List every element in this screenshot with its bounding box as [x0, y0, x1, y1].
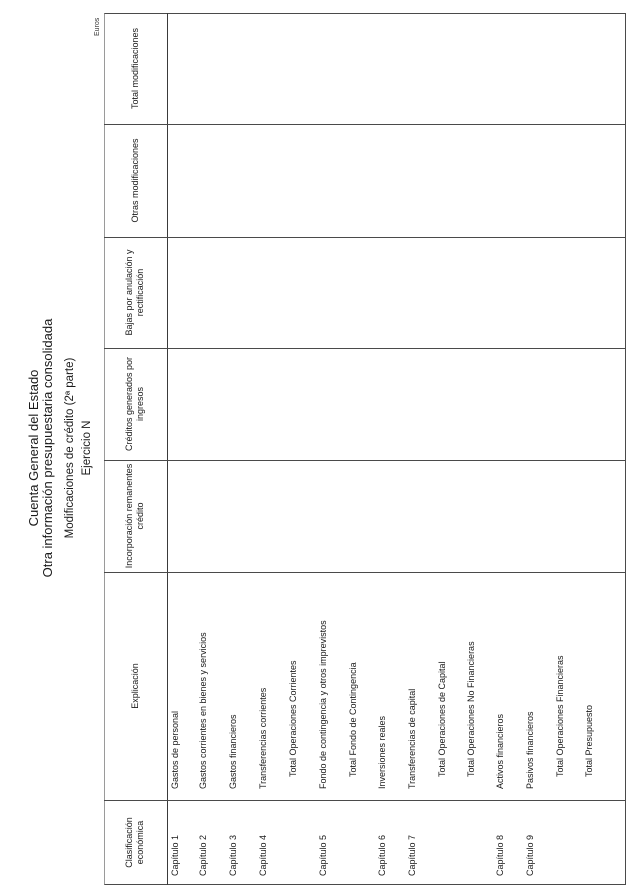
units-label: Euros	[94, 17, 101, 36]
header-divider	[167, 13, 168, 885]
row-total-label: Total Operaciones No Financieras	[466, 641, 476, 777]
row-clasificacion: Capítulo 7	[407, 834, 417, 876]
row-explicacion: Inversiones reales	[377, 715, 387, 789]
row-clasificacion: Capítulo 9	[525, 834, 535, 876]
header-explicacion: Explicación	[130, 663, 140, 709]
row-clasificacion: Capítulo 4	[258, 834, 268, 876]
row-total-label: Total Operaciones Corrientes	[288, 660, 298, 777]
report-period: Ejercicio N	[81, 420, 93, 476]
column-divider	[104, 348, 626, 349]
row-explicacion: Fondo de contingencia y otros imprevistos	[318, 620, 328, 789]
report-section: Modificaciones de crédito (2ª parte)	[64, 357, 76, 539]
row-explicacion: Transferencias de capital	[407, 688, 417, 789]
row-clasificacion: Capítulo 5	[318, 834, 328, 876]
row-total-label: Total Presupuesto	[584, 704, 594, 777]
column-divider	[104, 800, 626, 801]
column-divider	[104, 237, 626, 238]
header-incorporacion: Incorporación remanentes crédito	[124, 463, 145, 569]
row-explicacion: Transferencias corrientes	[258, 687, 268, 789]
row-explicacion: Gastos corrientes en bienes y servicios	[198, 632, 208, 789]
row-explicacion: Gastos financieros	[228, 714, 238, 789]
report-subtitle: Otra información presupuestaria consolidada	[40, 318, 55, 578]
header-clasificacion: Clasificación económica	[124, 817, 145, 868]
row-explicacion: Activos financieros	[495, 713, 505, 789]
report-title: Cuenta General del Estado	[26, 369, 41, 527]
header-creditos-generados: Créditos generados por ingresos	[124, 356, 145, 452]
column-divider	[104, 572, 626, 573]
row-total-label: Total Operaciones de Capital	[437, 661, 447, 777]
row-clasificacion: Capítulo 1	[170, 834, 180, 876]
row-total-label: Total Fondo de Contingencia	[348, 662, 358, 777]
row-explicacion: Pasivos financieros	[525, 711, 535, 789]
row-total-label: Total Operaciones Financieras	[555, 655, 565, 777]
header-otras: Otras modificaciones	[130, 138, 140, 223]
modifications-table	[104, 13, 626, 885]
header-total: Total modificaciones	[130, 27, 140, 110]
row-clasificacion: Capítulo 6	[377, 834, 387, 876]
row-clasificacion: Capítulo 2	[198, 834, 208, 876]
column-divider	[104, 460, 626, 461]
row-clasificacion: Capítulo 3	[228, 834, 238, 876]
header-bajas: Bajas por anulación y rectificación	[124, 249, 145, 336]
row-clasificacion: Capítulo 8	[495, 834, 505, 876]
row-explicacion: Gastos de personal	[170, 710, 180, 789]
column-divider	[104, 124, 626, 125]
